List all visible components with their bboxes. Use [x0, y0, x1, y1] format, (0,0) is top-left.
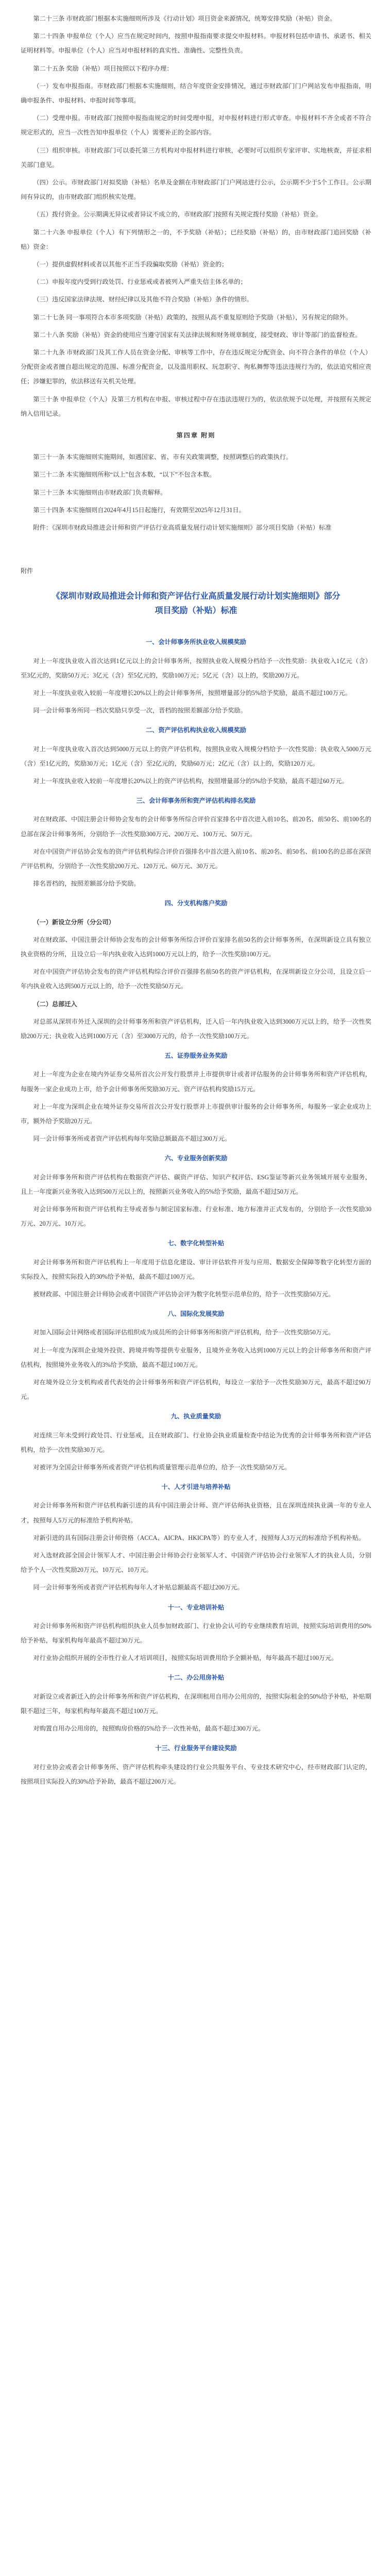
section-heading: 十一、专业培训补贴 [167, 1603, 225, 1611]
section-paragraph: 对总部从深圳市外迁入深圳的会计师事务所和资产评估机构，迁入后一年内执业收入达到3000万元以上的，给予一次性奖励200万元；执业收入达到1000万元（含）至3000万元的，给予一次性奖励100万元。 [21, 1018, 371, 1040]
standard-section [21, 1151, 371, 1231]
section-paragraph: 对在中国资产评估协会发布的资产评估机构综合评价百强排名中首次进入前10名、前20名、前50名、前100名的总部在深资产评估机构，分别给予一次性奖励200万元、120万元、60万元、30万元。 [21, 848, 371, 870]
section-heading: 十、人才引进与培养补贴 [161, 1483, 231, 1491]
section-heading: 八、国际化发展奖励 [167, 1310, 225, 1318]
section-heading: 四、分支机构落户奖励 [164, 900, 228, 907]
section-paragraph: 对上一年度执业收入较前一年度增长20%以上的资产评估机构，按照增量部分的5%给予奖励，最高不超过60万元。 [33, 777, 348, 785]
section-paragraph: 对购置自用办公用房的，按照购房价格的5%给予一次性补贴，最高不超过300万元。 [33, 1725, 265, 1733]
section-paragraph: 对行业协会组织开展的全市性行业人才培训项目，按照实际培训费用给予全额补贴，每年最高不超过100万元。 [33, 1654, 338, 1662]
article-paragraph: （二）申报年度内受到行政处罚、行业惩戒或者被列入严重失信主体名单的； [33, 278, 247, 286]
attachment-title: 《深圳市财政局推进会计师和资产评估行业高质量发展行动计划实施细则》部分项目奖励（补贴）标准 [52, 592, 340, 616]
section-paragraph: 对会计师事务所和资产评估机构在数据资产评估、碳资产评估、知识产权评估、ESG鉴证等新兴业务领域开展专业服务，且上一年度新兴业务收入达到500万元以上的，按照新兴业务收入的5%给予奖励，最高不超过50万元。 [21, 1173, 371, 1195]
section-paragraph: 对上一年度为深圳企业在境外证券交易所首次公开发行股票并上市提供审计服务的会计师事务所，每服务一家企业成功上市，额外给予奖励20万元。 [21, 1103, 371, 1125]
section-paragraph: 对会计师事务所和资产评估机构组织执业人员参加财政部门、行业协会认可的专业继续教育培训，按照实际培训费用的50%给予补贴，每家机构每年最高不超过30万元。 [21, 1622, 371, 1645]
standard-section [21, 723, 371, 788]
section-paragraph: 对上一年度执业收入首次达到1亿元以上的会计师事务所，按照执业收入规模分档给予一次性奖励：执业收入1亿元（含）至3亿元的，奖励50万元；3亿元（含）至5亿元的，奖励100万元；5亿元（含）以上的，奖励200万元。 [21, 657, 371, 679]
section-paragraph: 对连续三年未受到行政处罚、行业惩戒，且在财政部门、行业协会执业质量检查中结论为优秀的会计师事务所和资产评估机构，给予一次性奖励30万元。 [21, 1431, 371, 1453]
article-paragraph: 第二十七条 同一事项符合本市多项奖励（补贴）政策的，按照从高不重复原则给予奖励（补贴），另有规定的除外。 [33, 313, 352, 321]
section-paragraph: 对会计师事务所和资产评估机构新引进的具有中国注册会计师、资产评估师执业资格，且在深圳连续执业满一年的专业人才，按照每人5万元的标准给予机构补贴。 [21, 1502, 371, 1524]
section-heading: 十三、行业服务平台建设奖励 [155, 1744, 237, 1752]
section-heading: 十二、办公用房补贴 [167, 1674, 225, 1682]
section-heading: 七、数字化转型补贴 [167, 1240, 225, 1247]
article-paragraph: （一）提供虚假材料或者以其他不正当手段骗取奖励（补贴）资金的； [33, 261, 228, 268]
article-paragraph: 第二十九条 市财政部门及其工作人员在资金分配、审核等工作中，存在违反规定分配资金、向不符合条件的单位（个人）分配资金或者擅自超出规定的范围、标准分配资金，以及滥用职权、玩忽职守、徇私舞弊等违法违规行为的，依法追究相应责任；涉嫌犯罪的，依法移送有关机关处理。 [21, 349, 371, 385]
section-paragraph: 对新设立或者新迁入的会计师事务所和资产评估机构，在深圳租用自用办公用房的，按照实际租金的50%给予补贴，补贴期限不超过三年，每家机构每年最高不超过100万元。 [21, 1692, 371, 1715]
article-paragraph: （四）公示。市财政部门对拟奖励（补贴）名单及金额在市财政部门门户网站进行公示，公示期不少于5个工作日。公示期间有异议的，由市财政部门组织核实处理。 [21, 179, 371, 201]
section-heading: 一、会计师事务所执业收入规模奖励 [146, 638, 246, 646]
section-paragraph: 对上一年度执业收入首次达到5000万元以上的资产评估机构，按照执业收入规模分档给予一次性奖励：执业收入5000万元（含）至1亿元的，奖励30万元；1亿元（含）至2亿元的，奖励60万元；2亿元（含）以上的，奖励120万元。 [21, 745, 371, 767]
section-paragraph: 对会计师事务所和资产评估机构主导或者参与制定国家标准、行业标准、地方标准并正式发布的，分别给予一次性奖励30万元、20万元、10万元。 [21, 1206, 371, 1228]
section-paragraph: 对会计师事务所和资产评估机构上一年度用于信息化建设、审计评估软件开发与应用、数据安全保障等数字化转型方面的实际投入，按照实际投入的30%给予补贴，最高不超过100万元。 [21, 1258, 371, 1280]
article-paragraph: （五）拨付资金。公示期满无异议或者异议不成立的，市财政部门按照有关规定拨付奖励（补贴）资金。 [33, 211, 322, 218]
section-paragraph: 对上一年度为企业在境内外证券交易所首次公开发行股票并上市提供审计或者评估服务的会计师事务所和资产评估机构，每服务一家企业成功上市，给予会计师事务所奖励30万元、资产评估机构奖励15万元。 [21, 1071, 371, 1093]
section-heading: 九、执业质量奖励 [171, 1413, 221, 1420]
standard-section [21, 1236, 371, 1301]
article-paragraph: 第二十六条 申报单位（个人）有下列情形之一的，不予奖励（补贴）；已经奖励（补贴）的，由市财政部门追回奖励（补贴）资金： [21, 228, 371, 250]
section-paragraph: （一）新设立分所（分公司） [33, 918, 115, 926]
article-paragraph: 附件：《深圳市财政局推进会计师和资产评估行业高质量发展行动计划实施细则》部分项目奖励（补贴）标准 [33, 524, 332, 532]
standard-section [21, 1670, 371, 1736]
section-heading: 五、证券服务业务奖励 [164, 1052, 228, 1060]
section-paragraph: 对加入国际会计网络或者国际评估组织成为成员所的会计师事务所和资产评估机构，给予一次性奖励50万元。 [33, 1329, 335, 1336]
article-paragraph: 第三十条 申报单位（个人）及第三方机构在申报、审核过程中存在违法违规行为的，依法依规予以处理，并按照有关规定纳入信用记录。 [21, 395, 371, 417]
section-paragraph: 同一会计师事务所或者资产评估机构每年奖励总额最高不超过300万元。 [33, 1135, 231, 1143]
articles-after [21, 450, 371, 535]
section-paragraph: 同一会计师事务所或者资产评估机构每年人才补贴总额最高不超过200万元。 [33, 1584, 244, 1591]
reward-standards [21, 635, 371, 1789]
standard-section [21, 1480, 371, 1595]
section-paragraph: 被财政部、中国注册会计师协会或者中国资产评估协会评为数字化转型示范单位的，给予一次性奖励50万元。 [33, 1291, 335, 1298]
section-heading: 二、资产评估机构执业收入规模奖励 [146, 726, 246, 734]
regulation-articles [21, 11, 371, 535]
standard-section [21, 1307, 371, 1404]
article-paragraph: （二）受理申报。市财政部门按照申报指南规定的时间受理申报，对申报材料进行形式审查。申报材料不齐全或者不符合规定形式的，应当一次性告知申报单位（个人）需要补正的全部内容。 [21, 114, 371, 137]
standard-section [21, 896, 371, 1043]
standard-section [21, 1600, 371, 1666]
section-paragraph: 对在中国资产评估协会发布的资产评估机构综合评价百强排名前50名的资产评估机构，在深圳新设立分公司，且设立后一年内执业收入达到500万元以上的，给予一次性奖励50万元。 [21, 968, 371, 990]
section-paragraph: 同一会计师事务所同一档次奖励只享受一次，晋档的按照差额部分给予奖励。 [33, 707, 247, 715]
section-paragraph: 对在财政部、中国注册会计师协会发布的会计师事务所综合评价百家排名前50名的会计师事务所，在深圳新设立具有独立执业资格的分所，且设立后一年内执业收入达到1000万元以上的，给予一次性奖励100万元。 [21, 936, 371, 958]
standard-section [21, 1409, 371, 1475]
article-paragraph: 第三十一条 本实施细则实施期间，如遇国家、省、市有关政策调整，按照调整后的政策执行。 [33, 453, 293, 461]
article-paragraph: 第二十三条 市财政部门根据本实施细则所涉及《行动计划》项目资金来源情况，统筹安排奖励（补贴）资金。 [33, 15, 336, 22]
section-paragraph: 对入选财政部全国会计领军人才、中国注册会计师协会行业领军人才、中国资产评估协会行业领军人才的执业人员，分别给予个人一次性奖励20万元、10万元、10万元。 [21, 1552, 371, 1574]
article-paragraph: 第三十二条 本实施细则所称“以上”包含本数，“以下”不包含本数。 [33, 471, 216, 479]
section-paragraph: 对被评为全国会计师事务所或者资产评估机构质量管理示范单位的，给予一次性奖励50万元。 [33, 1464, 291, 1471]
article-paragraph: （三）违反国家法律法规、财经纪律以及其他不符合奖励（补贴）条件的情形。 [33, 296, 253, 303]
section-paragraph: 对上一年度执业收入较前一年度增长20%以上的会计师事务所，按照增量部分的5%给予奖励，最高不超过100万元。 [33, 689, 351, 697]
article-paragraph: （一）发布申报指南。市财政部门根据本实施细则，结合年度资金安排情况，通过市财政部门门户网站发布申报指南，明确申报条件、申报材料、申报时间等事项。 [21, 82, 371, 105]
standard-section [21, 793, 371, 891]
section-paragraph: 对在财政部、中国注册会计师协会发布的会计师事务所综合评价百家排名中首次进入前10名、前20名、前50名、前100名的总部在深会计师事务所，分别给予一次性奖励300万元、200万元、100万元、50万元。 [21, 816, 371, 838]
section-paragraph: （二）总部迁入 [33, 1000, 77, 1008]
article-paragraph: 第二十五条 奖励（补贴）项目按照以下程序办理： [33, 64, 173, 72]
standard-section [21, 1741, 371, 1789]
standard-section [21, 1048, 371, 1146]
article-paragraph: （三）组织审核。市财政部门可以委托第三方机构对申报材料进行审核，必要时可以组织专家评审、实地核查，并征求相关部门意见。 [21, 146, 371, 168]
chapter-title: 第四章 附则 [176, 432, 216, 439]
section-heading: 三、会计师事务所和资产评估机构排名奖励 [136, 797, 256, 805]
standard-section [21, 635, 371, 718]
section-paragraph: 对上一年度为深圳企业境外投资、跨境并购等提供专业服务，且境外业务收入达到1000万元以上的会计师事务所和资产评估机构，按照境外业务收入的3%给予奖励，最高不超过100万元。 [21, 1346, 371, 1368]
section-heading: 六、专业服务创新奖励 [164, 1155, 228, 1162]
section-paragraph: 对在境外设立分支机构或者代表处的会计师事务所和资产评估机构，每设立一家给予一次性奖励30万元，最高不超过90万元。 [21, 1379, 371, 1401]
article-paragraph: 第二十四条 申报单位（个人）应当在规定时间内，按照申报指南要求提交申报材料。申报材料包括申请书、承诺书、相关证明材料等。申报单位（个人）应当对申报材料的真实性、准确性、完整性负责。 [21, 32, 371, 55]
section-paragraph: 对行业协会或者会计师事务所、资产评估机构牵头建设的行业公共服务平台、专业技术研究中心，经市财政部门认定的，按照项目实际投入的30%给予补助，最高不超过200万元。 [21, 1763, 371, 1785]
section-paragraph: 排名晋档的，按照差额部分给予奖励。 [33, 880, 140, 888]
attachment-label: 附件 [21, 567, 33, 575]
article-paragraph: 第三十三条 本实施细则由市财政部门负责解释。 [33, 488, 167, 496]
article-paragraph: 第二十八条 奖励（补贴）资金的使用应当遵守国家有关法律法规和财务规章制度，接受财政、审计等部门的监督检查。 [33, 331, 362, 338]
articles-before [21, 11, 371, 421]
section-paragraph: 对新引进的具有国际注册会计师资格（ACCA、AICPA、HKICPA等）的专业人才，按照每人3万元的标准给予机构补贴。 [33, 1534, 365, 1541]
article-paragraph: 第三十四条 本实施细则自2024年4月15日起施行，有效期至2025年12月31日。 [33, 506, 245, 514]
